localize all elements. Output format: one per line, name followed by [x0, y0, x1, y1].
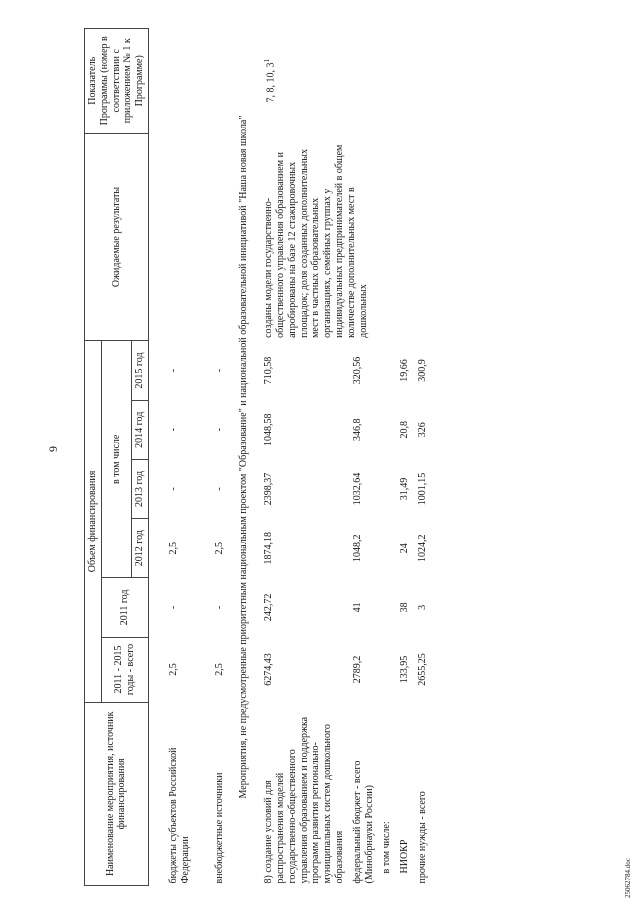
cell-2013: 1001,15 — [416, 472, 428, 506]
cell-total: 2789,2 — [351, 655, 363, 684]
cell-2011: 41 — [351, 602, 363, 613]
financing-table — [84, 28, 432, 886]
indicator-footnote: 1 — [263, 59, 272, 63]
cell-2011: 38 — [399, 602, 411, 613]
row-name: федеральный бюджет - всего (Минобрнауки России) — [351, 760, 375, 884]
table-body — [148, 29, 431, 886]
cell-2013: - — [167, 487, 179, 491]
cell-2014: 346,8 — [351, 418, 363, 441]
cell-2015: 710,58 — [263, 356, 275, 385]
cell-2011: - — [213, 605, 225, 610]
cell-2013: 1032,64 — [351, 472, 363, 506]
header-financing: Объем финансирования — [85, 341, 102, 702]
document-code: 25062784.doc — [624, 858, 632, 898]
cell-total: 2,5 — [213, 663, 225, 676]
cell-total: 6274,43 — [263, 653, 275, 686]
cell-2014: 20,8 — [399, 421, 411, 439]
header-2014: 2014 год — [132, 400, 149, 459]
row-name: прочие нужды - всего — [416, 791, 428, 884]
section-title: Мероприятия, не предусмотренные приоритетным национальным проектом "Образование" и национальной образовательной инициативой "Наша новая школа" — [238, 115, 250, 799]
cell-2012: 1024,2 — [416, 534, 428, 562]
cell-2015: 300,9 — [416, 359, 428, 382]
header-name: Наименование мероприятия, источник финансирования — [85, 702, 149, 885]
header-results: Ожидаемые результаты — [85, 133, 149, 341]
indicator-value: 7, 8, 10, 3 — [265, 62, 277, 103]
cell-2015: - — [167, 368, 179, 373]
rotated-table-page — [84, 28, 612, 886]
cell-2014: - — [213, 428, 225, 432]
cell-2012: 1048,2 — [351, 534, 363, 562]
cell-total: 2,5 — [167, 663, 179, 676]
cell-2011: - — [167, 605, 179, 610]
page-number: 9 — [46, 446, 60, 452]
cell-2014: 1048,58 — [263, 413, 275, 446]
cell-2014: 326 — [416, 422, 428, 438]
header-indicator: Показатель Программы (номер в соответствии с приложением № 1 к Программе) — [85, 29, 149, 134]
table-header — [85, 29, 149, 886]
cell-2015: 19,66 — [399, 359, 411, 382]
cell-2012: 24 — [399, 543, 411, 554]
cell-total: 133,95 — [399, 655, 411, 684]
table-row — [165, 29, 195, 886]
cell-2013: 31,49 — [399, 477, 411, 501]
cell-total: 2655,25 — [416, 653, 428, 686]
cell-2011: 3 — [416, 604, 428, 610]
header-including: в том числе — [101, 341, 131, 578]
cell-2011: 242,72 — [263, 593, 275, 622]
header-2013: 2013 год — [132, 459, 149, 518]
header-total: 2011 - 2015 годы - всего — [101, 637, 148, 702]
header-2011: 2011 год — [101, 578, 148, 637]
cell-2014: - — [167, 428, 179, 432]
cell-2013: - — [213, 487, 225, 491]
row-name: 8) создание условий для распространения моделей государственно-общественного управления образованием и поддержка программ развития регионально-муниципальных систем дошкольного образования — [263, 716, 345, 884]
row-name: НИОКР — [399, 839, 411, 874]
expected-results: созданы модели государственно-общественного управления образованием и апробированы на базе 12 стажировочных площадок; доля созданных дополнительных мест в частных образовательных организациях, семейных группах у индивидуальных предпринимателей в общем количестве дополнительных мест в дошкольных — [263, 144, 369, 338]
table-row — [260, 29, 349, 886]
row-name: бюджеты субъектов Российской Федерации — [167, 747, 191, 884]
indicator-cell — [260, 29, 432, 134]
row-name: внебюджетные источники — [213, 772, 225, 884]
cell-2015: - — [213, 368, 225, 373]
section-row — [228, 29, 260, 886]
row-name: в том числе: — [381, 821, 393, 874]
cell-2015: 320,56 — [351, 356, 363, 385]
cell-2012: 2,5 — [213, 541, 225, 555]
header-2012: 2012 год — [132, 519, 149, 578]
header-2015: 2015 год — [132, 341, 149, 400]
cell-2012: 1874,18 — [263, 531, 275, 565]
cell-2013: 2398,37 — [263, 472, 275, 506]
cell-2012: 2,5 — [167, 541, 179, 555]
table-row — [211, 29, 229, 886]
